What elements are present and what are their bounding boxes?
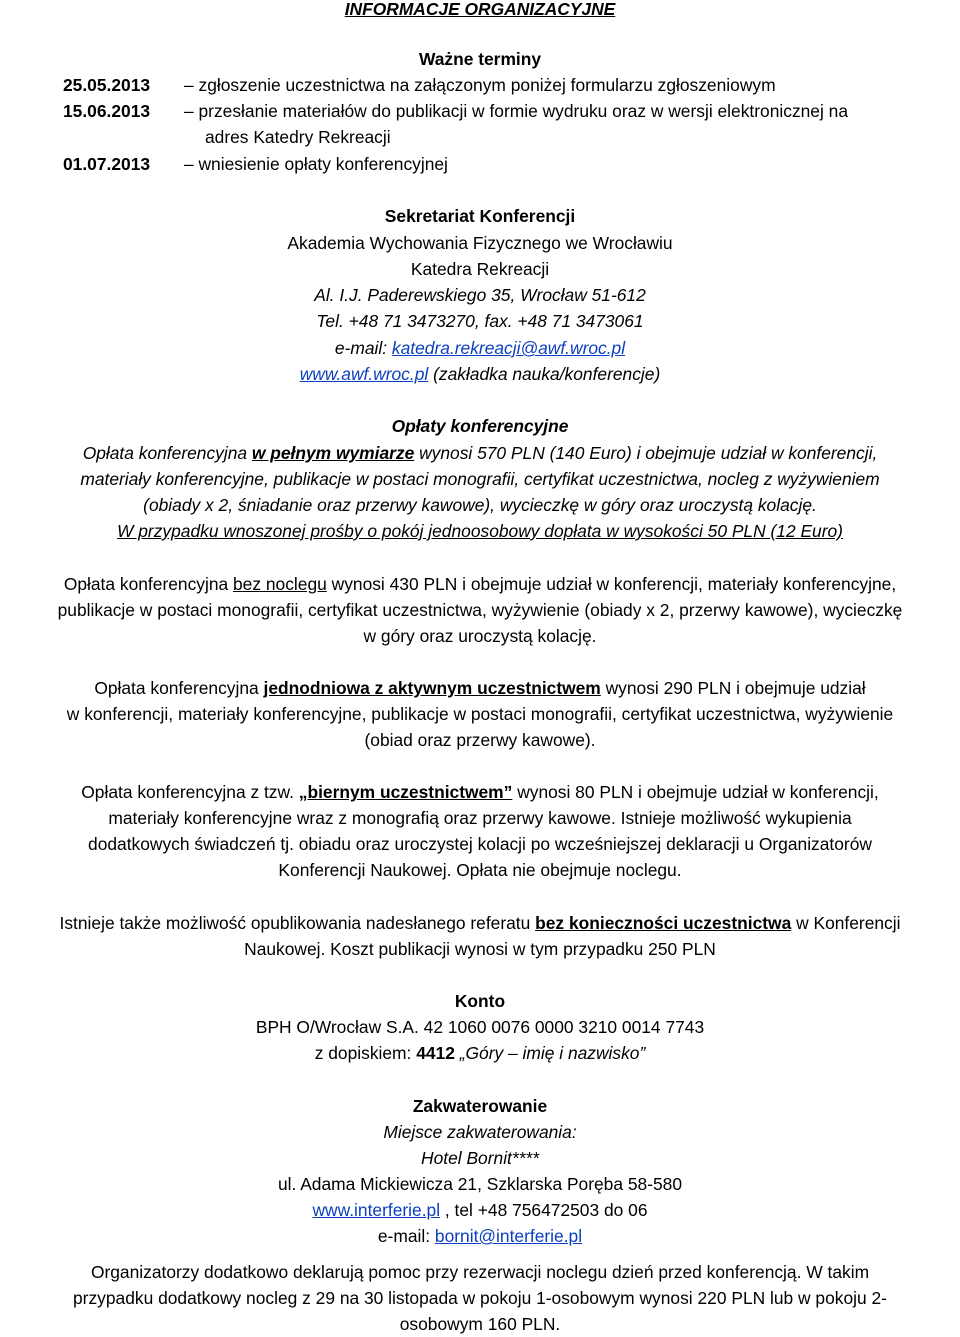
lodging-email-line bbox=[0, 1223, 960, 1249]
page-header: INFORMACJE ORGANIZACYJNE bbox=[344, 0, 616, 19]
term-desc-1: – zgłoszenie uczestnictwa na załączonym poniżej formularzu zgłoszeniowym bbox=[184, 75, 776, 95]
footer-line-1: Organizatorzy dodatkowo deklarują pomoc przy rezerwacji noclegu dzień przed konferencją. W takim bbox=[90, 1262, 870, 1282]
fee-publication-line-2: Naukowej. Koszt publikacji wynosi w tym przypadku 250 PLN bbox=[244, 939, 716, 959]
fee-nolodging-text-2: wynosi 430 PLN i obejmuje udział w konferencji, materiały konferencyjne, bbox=[326, 574, 897, 594]
secretariat-title: Sekretariat Konferencji bbox=[384, 206, 576, 226]
term-desc-3: – wniesienie opłaty konferencyjnej bbox=[184, 154, 448, 174]
secretariat-email-link[interactable]: katedra.rekreacji@awf.wroc.pl bbox=[391, 338, 626, 358]
fee-oneday-line-1 bbox=[0, 675, 960, 701]
fee-oneday-text-2: wynosi 290 PLN i obejmuje udział bbox=[600, 678, 866, 698]
account-note-label: z dopiskiem: bbox=[314, 1043, 417, 1063]
term-desc-2-cont: adres Katedry Rekreacji bbox=[205, 127, 391, 147]
lodging-place-label: Miejsce zakwaterowania: bbox=[383, 1122, 577, 1142]
fee-full-single-room: W przypadku wnoszonej prośby o pokój jednoosobowy dopłata w wysokości 50 PLN (12 Euro) bbox=[117, 521, 843, 541]
fee-passive-line-3: dodatkowych świadczeń tj. obiadu oraz uroczystej kolacji po wcześniejszej deklaracji u Organizatorów bbox=[88, 834, 872, 854]
footer-line-2: przypadku dodatkowy nocleg z 29 na 30 listopada w pokoju 1-osobowym wynosi 220 PLN lub w pokoju 2- bbox=[73, 1288, 887, 1308]
fee-passive-line-4: Konferencji Naukowej. Opłata nie obejmuje noclegu. bbox=[278, 860, 682, 880]
secretariat-address: Al. I.J. Paderewskiego 35, Wrocław 51-612 bbox=[314, 285, 646, 305]
term-desc-2: – przesłanie materiałów do publikacji w formie wydruku oraz w wersji elektronicznej na bbox=[184, 101, 849, 121]
lodging-address: ul. Adama Mickiewicza 21, Szklarska Poręba 58-580 bbox=[277, 1174, 683, 1194]
fee-full-type: w pełnym wymiarze bbox=[251, 443, 415, 463]
fee-oneday-line-2: w konferencji, materiały konferencyjne, publikacje w postaci monografii, certyfikat uczestnictwa, wyżywienie bbox=[66, 704, 894, 724]
lodging-hotel: Hotel Bornit**** bbox=[421, 1148, 539, 1168]
fee-oneday-text: Opłata konferencyjna bbox=[94, 678, 264, 698]
footer-line-3: osobowym 160 PLN. bbox=[399, 1314, 561, 1334]
term-date-1: 25.05.2013 bbox=[63, 75, 151, 95]
account-note bbox=[0, 1040, 960, 1066]
lodging-phone: , tel +48 756472503 do 06 bbox=[440, 1200, 648, 1220]
secretariat-department: Katedra Rekreacji bbox=[410, 259, 550, 279]
account-note-text: „Góry – imię i nazwisko” bbox=[454, 1043, 646, 1063]
secretariat-phone: Tel. +48 71 3473270, fax. +48 71 3473061 bbox=[316, 311, 644, 331]
secretariat-www-line bbox=[0, 361, 960, 387]
fee-nolodging-line-1 bbox=[0, 571, 960, 597]
secretariat-institution: Akademia Wychowania Fizycznego we Wrocławiu bbox=[287, 233, 673, 253]
account-number: BPH O/Wrocław S.A. 42 1060 0076 0000 3210 0014 7743 bbox=[255, 1017, 705, 1037]
fee-full-text-2: wynosi 570 PLN (140 Euro) i obejmuje udział w konferencji, bbox=[414, 443, 878, 463]
fee-nolodging-line-2: publikacje w postaci monografii, certyfikat uczestnictwa, wyżywienie (obiady x 2, przerwy kawowe), wycieczkę bbox=[57, 600, 903, 620]
secretariat-www-link[interactable]: www.awf.wroc.pl bbox=[299, 364, 429, 384]
fee-publication-text: Istnieje także możliwość opublikowania nadesłanego referatu bbox=[59, 913, 536, 933]
term-date-2: 15.06.2013 bbox=[63, 101, 151, 121]
account-note-code: 4412 bbox=[416, 1043, 455, 1063]
fee-full-line-3: (obiady x 2, śniadanie oraz przerwy kawowe), wycieczkę w góry oraz uroczystą kolację. bbox=[143, 495, 817, 515]
fee-oneday-line-3: (obiad oraz przerwy kawowe). bbox=[364, 730, 596, 750]
email-label: e-mail: bbox=[334, 338, 392, 358]
fee-passive-type: „biernym uczestnictwem” bbox=[298, 782, 513, 802]
lodging-title: Zakwaterowanie bbox=[412, 1096, 548, 1116]
fee-nolodging-type: bez noclegu bbox=[233, 574, 327, 594]
lodging-email-link[interactable]: bornit@interferie.pl bbox=[434, 1226, 583, 1246]
fee-passive-text: Opłata konferencyjna z tzw. bbox=[81, 782, 299, 802]
fee-full-text: Opłata konferencyjna bbox=[82, 443, 252, 463]
fee-oneday-type: jednodniowa z aktywnym uczestnictwem bbox=[263, 678, 601, 698]
terms-title: Ważne terminy bbox=[418, 49, 542, 69]
www-note: (zakładka nauka/konferencje) bbox=[428, 364, 661, 384]
fee-full-line-1 bbox=[0, 440, 960, 466]
term-date-3: 01.07.2013 bbox=[63, 154, 151, 174]
fee-nolodging-line-3: w góry oraz uroczystą kolację. bbox=[363, 626, 597, 646]
fee-publication-type: bez konieczności uczestnictwa bbox=[535, 913, 792, 933]
fee-full-line-2: materiały konferencyjne, publikacje w postaci monografii, certyfikat uczestnictwa, nocleg z wyżywieniem bbox=[80, 469, 880, 489]
fees-title: Opłaty konferencyjne bbox=[391, 416, 569, 436]
secretariat-email-line bbox=[0, 335, 960, 361]
fee-publication-line-1 bbox=[0, 910, 960, 936]
fee-passive-text-2: wynosi 80 PLN i obejmuje udział w konferencji, bbox=[512, 782, 879, 802]
fee-nolodging-text: Opłata konferencyjna bbox=[63, 574, 234, 594]
fee-passive-line-2: materiały konferencyjne wraz z monografią oraz przerwy kawowe. Istnieje możliwość wykupienia bbox=[108, 808, 852, 828]
lodging-www-link[interactable]: www.interferie.pl bbox=[312, 1200, 441, 1220]
lodging-www-line bbox=[0, 1197, 960, 1223]
account-title: Konto bbox=[454, 991, 506, 1011]
lodging-email-label: e-mail: bbox=[377, 1226, 435, 1246]
fee-passive-line-1 bbox=[0, 779, 960, 805]
fee-publication-text-2: w Konferencji bbox=[791, 913, 901, 933]
